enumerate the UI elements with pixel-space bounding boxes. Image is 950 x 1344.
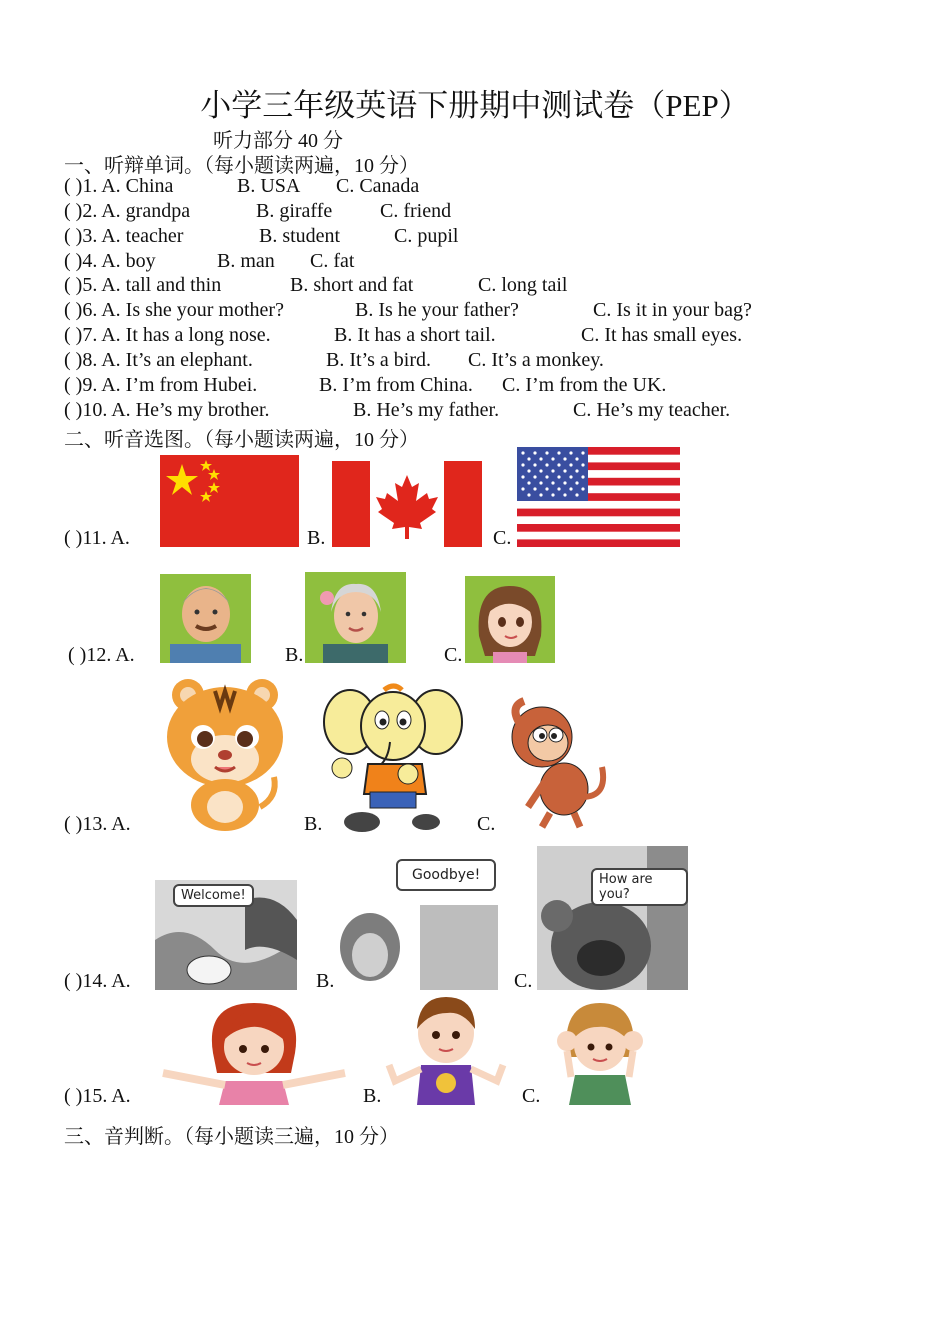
q13-b-label: B.: [304, 813, 323, 835]
q12-b-label: B.: [285, 644, 304, 666]
usa-flag-icon: [517, 447, 680, 547]
q14-label: ( )14. A.: [64, 970, 131, 992]
q13-label: ( )13. A.: [64, 813, 131, 835]
goodbye-scene-icon: [338, 855, 498, 990]
q12-label: ( )12. A.: [68, 644, 135, 666]
girl-arms-open-icon: [155, 1003, 353, 1105]
how-are-you-speech-bubble: How are you?: [591, 868, 688, 906]
q14-c-label: C.: [514, 970, 533, 992]
q14-b-label: B.: [316, 970, 335, 992]
grandma-picture-icon: [305, 572, 406, 663]
section-1-heading: 一、听辩单词。（每小题读两遍，10 分）: [64, 155, 419, 177]
girl-picture-icon: [465, 576, 555, 663]
q11-label: ( )11. A.: [64, 527, 130, 549]
how-are-you-scene-icon: [537, 846, 688, 990]
grandpa-picture-icon: [160, 574, 251, 663]
page-title: 小学三年级英语下册期中测试卷（PEP）: [200, 88, 750, 123]
tiger-picture-icon: [160, 677, 290, 832]
q13-c-label: C.: [477, 813, 496, 835]
q11-b-label: B.: [307, 527, 326, 549]
goodbye-speech-bubble: Goodbye!: [396, 859, 496, 891]
q11-c-label: C.: [493, 527, 512, 549]
q12-c-label: C.: [444, 644, 463, 666]
monkey-picture-icon: [502, 697, 610, 830]
welcome-scene-icon: [155, 880, 297, 990]
canada-flag-icon: [332, 461, 482, 547]
boy-shrugging-icon: [385, 995, 507, 1105]
q15-b-label: B.: [363, 1085, 382, 1107]
welcome-speech-bubble: Welcome!: [173, 884, 254, 907]
q15-label: ( )15. A.: [64, 1085, 131, 1107]
elephant-picture-icon: [322, 682, 464, 834]
section-3-heading: 三、音判断。（每小题读三遍，10 分）: [64, 1126, 399, 1148]
listening-subtitle: 听力部分 40 分: [213, 130, 343, 152]
q15-c-label: C.: [522, 1085, 541, 1107]
girl-hands-on-head-icon: [545, 997, 655, 1105]
china-flag-icon: [160, 455, 299, 547]
section-2-heading: 二、听音选图。（每小题读两遍，10 分）: [64, 429, 419, 451]
